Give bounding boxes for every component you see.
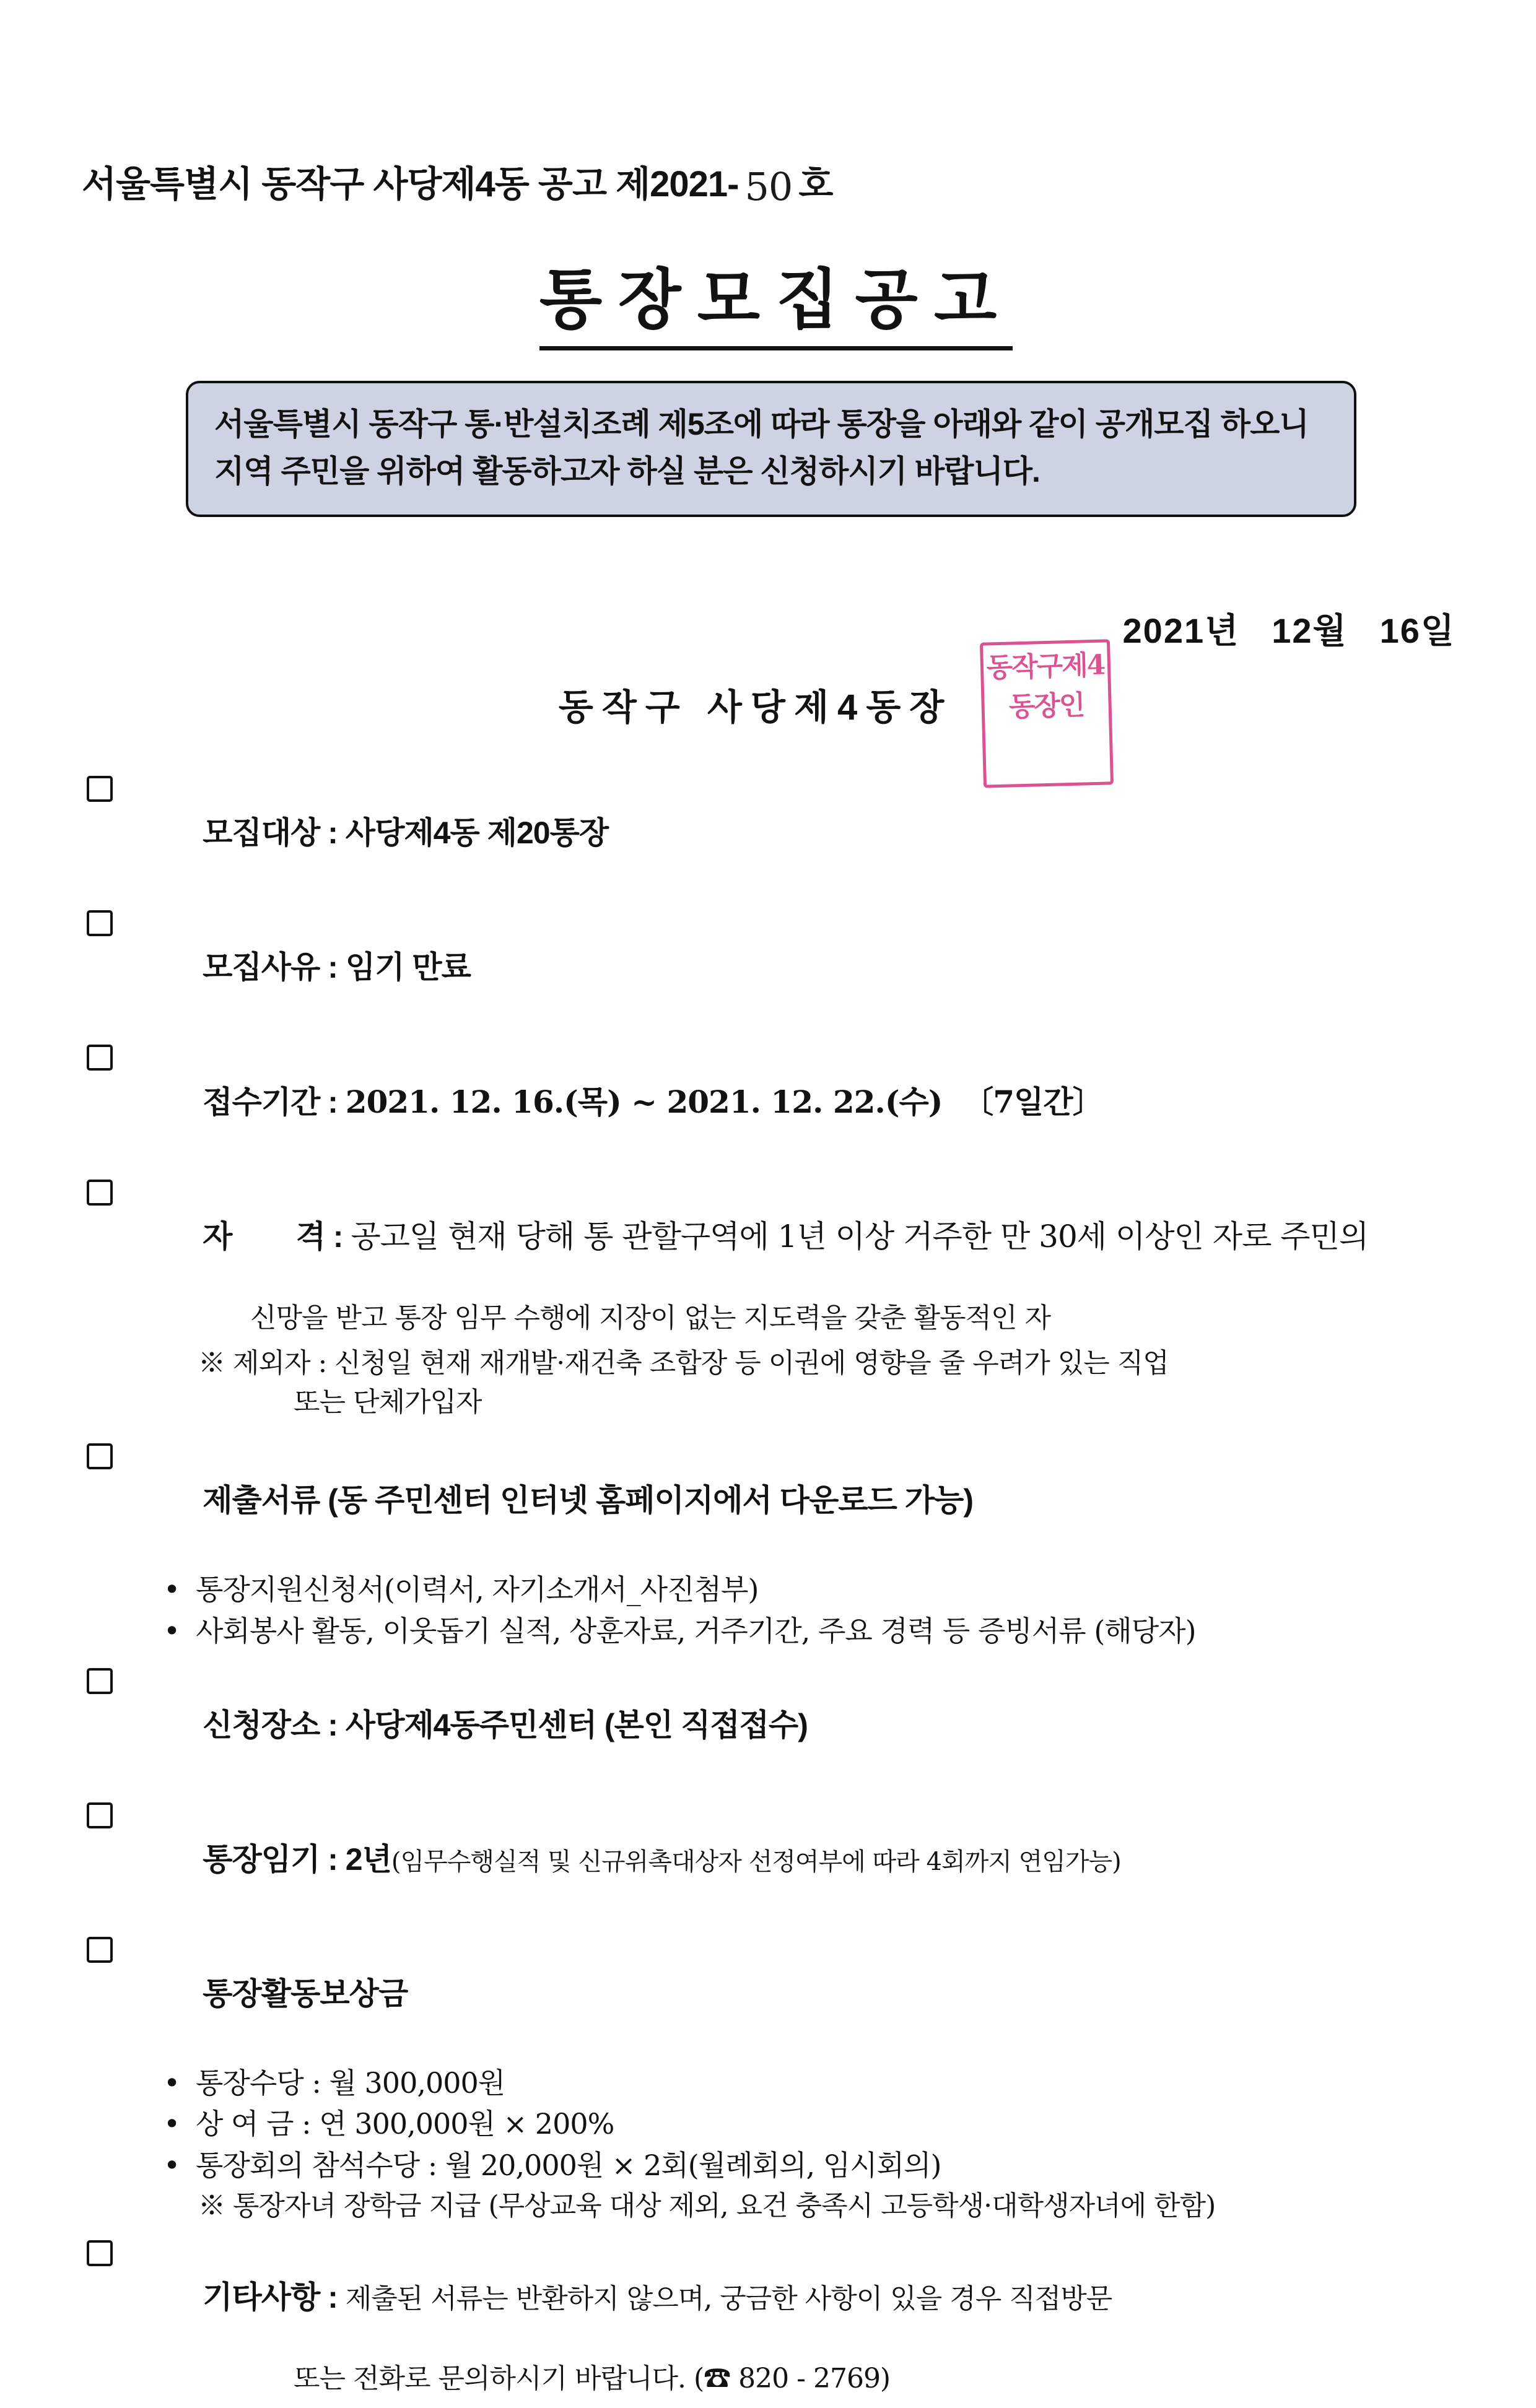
item-text (139, 2235, 1463, 2360)
item-separator: : (320, 1707, 346, 1742)
list-item (82, 1932, 1463, 2226)
item-text (139, 1040, 1463, 1165)
item-continuation: 또는 전화로 문의하시기 바랍니다. (☎ 820 - 2769) (294, 2363, 891, 2395)
item-separator: : (320, 950, 346, 984)
checkbox-icon (87, 1937, 113, 1963)
item-note-continuation: 또는 단체가입자 (294, 1386, 482, 1419)
document-number-suffix: 호 (798, 164, 833, 204)
item-value: 2021. 12. 16.(목) ~ 2021. 12. 22.(수) 〔7일간〕 (345, 1084, 1103, 1120)
item-label: 통장임기 (203, 1841, 320, 1877)
list-item (82, 1663, 1463, 1788)
item-value: 사당제4동주민센터 (본인 직접접수) (345, 1707, 808, 1742)
item-label: 접수기간 (203, 1085, 320, 1119)
list-item (82, 905, 1463, 1030)
bullet-dot-icon: • (164, 2148, 180, 2182)
announcement-items (82, 771, 1463, 2408)
item-text (139, 1175, 1463, 1299)
list-item (82, 1175, 1463, 1422)
issue-day: 16일 (1379, 611, 1455, 650)
item-label: 기타사항 (203, 2280, 320, 2315)
list-item (82, 1040, 1463, 1165)
bullet-item (139, 1569, 1463, 1610)
item-value: 사당제4동 제20통장 (345, 815, 609, 850)
checkbox-icon (87, 2240, 113, 2266)
item-continuation: 신망을 받고 통장 임무 수행에 지장이 없는 지도력을 갖춘 활동적인 자 (250, 1302, 1050, 1334)
bullet-text: 통장회의 참석수당 : 월 20,000원 × 2회(월례회의, 임시회의) (196, 2148, 941, 2182)
notice-box-text: 서울특별시 동작구 통·반설치조례 제5조에 따라 통장을 아래와 같이 공개모집 하오니 지역 주민을 위하여 활동하고자 하실 분은 신청하시기 바랍니다. (214, 407, 1309, 489)
list-item (82, 1797, 1463, 1922)
item-label: 신청장소 (203, 1707, 320, 1742)
bullet-text: 상 여 금 : 연 300,000원 × 200% (196, 2107, 614, 2141)
document-number-handwritten: 50 (744, 164, 793, 209)
bullet-dot-icon: • (164, 1573, 180, 1607)
bullet-dot-icon: • (164, 1614, 180, 1648)
seal-line-1: 동작구제4 (986, 649, 1105, 684)
checkbox-icon (87, 910, 113, 936)
bullet-dot-icon: • (164, 2107, 180, 2141)
bullet-dot-icon: • (164, 2066, 180, 2100)
item-separator: : (325, 1219, 351, 1254)
official-seal-stamp (980, 639, 1114, 788)
item-text (139, 1663, 1463, 1788)
item-label: 자 격 (203, 1219, 325, 1254)
item-separator: : (320, 815, 346, 850)
checkbox-icon (87, 1180, 113, 1206)
list-item (82, 771, 1463, 895)
item-separator: : (320, 1085, 346, 1119)
item-text (139, 1438, 1463, 1563)
seal-line-2: 동장인 (1008, 689, 1085, 723)
item-separator: : (320, 2280, 346, 2315)
bullet-text: 통장수당 : 월 300,000원 (196, 2066, 505, 2100)
item-value-detail: (임무수행실적 및 신규위촉대상자 선정여부에 따라 4회까지 연임가능) (391, 1847, 1121, 1876)
bullet-text: 사회봉사 활동, 이웃돕기 실적, 상훈자료, 거주기간, 주요 경력 등 증빙서류 (해당자) (196, 1614, 1196, 1648)
item-note: ※ 제외자 : 신청일 현재 재개발·재건축 조합장 등 이권에 영향을 줄 우려가 있는 직업 (198, 1347, 1169, 1379)
page-title-text: 통장모집공고 (539, 264, 1013, 350)
item-label: 모집사유 (203, 950, 320, 984)
item-value: 임기 만료 (345, 950, 471, 984)
checkbox-icon (87, 776, 113, 802)
item-text (139, 905, 1463, 1030)
checkbox-icon (87, 1802, 113, 1828)
item-text (139, 1797, 1463, 1922)
item-value: 2년 (345, 1841, 391, 1877)
checkbox-icon (87, 1668, 113, 1694)
bullet-item (139, 1610, 1463, 1652)
bullet-text: 통장지원신청서(이력서, 자기소개서_사진첨부) (196, 1573, 759, 1607)
issue-date (1123, 604, 1455, 653)
item-label: 통장활동보상금 (203, 1976, 408, 2011)
list-item (82, 1438, 1463, 1651)
bullet-item (139, 2103, 1463, 2145)
issuer-name: 동작구 사당제4동장 (558, 687, 953, 728)
notice-box (186, 381, 1356, 517)
item-note: ※ 통장자녀 장학금 지급 (무상교육 대상 제외, 요건 충족시 고등학생·대학생자녀에 한함) (198, 2189, 1216, 2222)
item-label: 제출서류 (동 주민센터 인터넷 홈페이지에서 다운로드 가능) (203, 1483, 973, 1518)
item-value: 공고일 현재 당해 통 관할구역에 1년 이상 거주한 만 30세 이상인 자로 주민의 (351, 1219, 1369, 1254)
issue-year: 2021년 (1122, 611, 1240, 650)
bullet-item (139, 2062, 1463, 2104)
issue-month: 12월 (1272, 611, 1348, 650)
document-number-line (82, 155, 832, 207)
checkbox-icon (87, 1045, 113, 1071)
item-separator: : (320, 1841, 346, 1877)
item-text (139, 1932, 1463, 2056)
checkbox-icon (87, 1443, 113, 1469)
item-label: 모집대상 (203, 815, 320, 850)
list-item (82, 2235, 1463, 2398)
item-value: 제출된 서류는 반환하지 않으며, 궁금한 사항이 있을 경우 직접방문 (345, 2283, 1112, 2315)
page-title (0, 248, 1536, 341)
document-number-prefix: 서울특별시 동작구 사당제4동 공고 제2021- (82, 164, 739, 204)
bullet-item (139, 2145, 1463, 2186)
item-text (139, 771, 1463, 895)
